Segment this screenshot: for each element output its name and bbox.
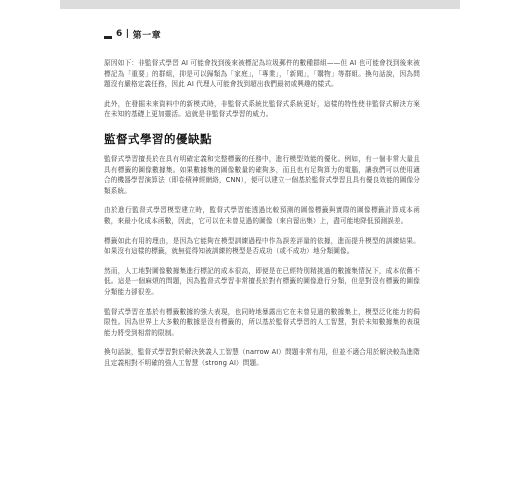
paragraph-section-3: 標籤如此有用的理由，是因為它能夠在模型訓練過程中作為誤差評量的依據，進而提升模型的訓練結果。如果沒有這樣的標籤，就無從得知被訓練的模型是否成功（或不成功）地分類圖像。 [104, 236, 420, 256]
paragraph-intro-2: 此外，在發掘未來資料中的新模式時，非監督式系統比監督式系統更好，這樣的特性使非監督式解決方案在未知的基礎上更加靈活。這就是非監督式學習的威力。 [104, 99, 420, 119]
paragraph-section-2: 由於進行監督式學習模型建立時，監督式學習能透過比較預測的圖像標籤與實際的圖像標籤計算成本函數，來最小化成本函數，因此，它可以在未曾見過的圖像（來自留出集）上，盡可能地降低預測誤差。 [104, 206, 420, 225]
header-bar-mark [104, 36, 112, 39]
paragraph-section-4: 然而，人工地對圖像數據集進行標記的成本很高，即便是在已經特別精挑過的數據集情況下，成本依舊不低。這是一個麻煩的問題，因為監督式學習非常擅長於對有標籤的圖像進行分類，但是對沒有標籤的圖像分類能力卻很差。 [104, 266, 420, 296]
page-number: 6 [116, 29, 123, 39]
paragraph-intro-1: 原因如下：非監督式學習 AI 可能會找到後來被標記為垃圾郵件的數種群組——但 AI 也可能會找到後來被標記為「重要」的群組，抑是可以歸類為「家庭」，「專業」，「新聞」，「購物」等群組。換句話說，因為問題沒有嚴格定義任務，因此 AI 代理人可能會找到超出我們最初或興趣的樣式。 [104, 59, 420, 89]
section-heading: 監督式學習的優缺點 [104, 131, 212, 146]
chapter-title: 第一章 [132, 30, 162, 41]
paragraph-section-5: 監督式學習在基於有標籤數據的強大表現，也同時地暴露出它在未曾見過的數據集上，模型泛化能力的侷限性。因為世界上大多數的數據是沒有標籤的，所以基於監督式學習的人工智慧，對於未知數據集的表現能力將受到相當的限制。 [104, 307, 420, 337]
body-text [104, 58, 420, 377]
paragraph-section-6: 換句話說，監督式學習對於解決狹義人工智慧（narrow AI）問題非常有用，但並不適合用於解決較為進階且定義相對不明確的強人工智慧（strong AI）問題。 [104, 348, 420, 367]
paragraph-section-1: 監督式學習擅長於在具有明確定義和完整標籤的任務中，進行模型效能的優化。例如，有一個非常大量且具有標籤的圖像數據集。如果數據集的圖像數量的確夠多，而且也有足夠算力的電腦，讓我們可以使用適合的機器學習演算法（即卷積神經網絡，CNN），便可以建立一個基於監督式學習且具有優良效能的圖像分類系統。 [104, 154, 420, 195]
running-header [104, 27, 161, 41]
header-separator: | [125, 29, 130, 39]
